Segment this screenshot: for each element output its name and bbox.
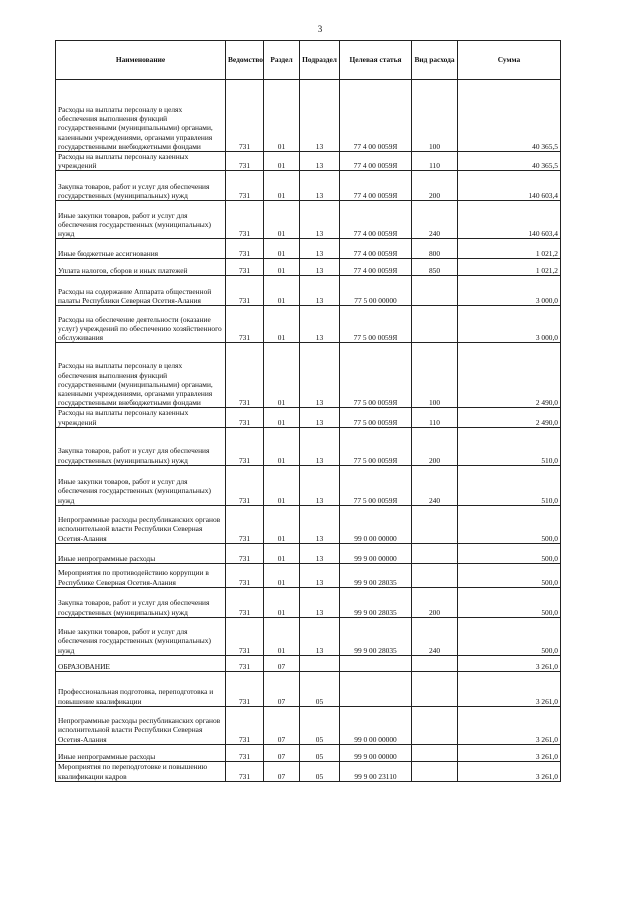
cell-sum: 2 490,0 xyxy=(458,408,561,427)
cell-podr: 05 xyxy=(300,744,340,761)
cell-name: Расходы на выплаты персоналу казенных учреждений xyxy=(56,152,226,171)
cell-podr: 13 xyxy=(300,505,340,543)
cell-ved: 731 xyxy=(226,617,264,655)
cell-vid: 200 xyxy=(412,427,458,465)
cell-sum: 500,0 xyxy=(458,617,561,655)
header-vid: Вид расхода xyxy=(412,41,458,80)
cell-razd: 01 xyxy=(264,343,300,408)
cell-podr: 13 xyxy=(300,152,340,171)
cell-cel: 99 9 00 28035 xyxy=(340,587,412,617)
cell-razd: 01 xyxy=(264,563,300,587)
cell-sum: 3 000,0 xyxy=(458,276,561,306)
cell-name: Мероприятия по противодействию коррупции в Республике Северная Осетия-Алания xyxy=(56,563,226,587)
cell-vid xyxy=(412,563,458,587)
cell-name: Расходы на выплаты персоналу в целях обеспечения выполнения функций государственными (муниципальными) органами, казенными учреждениями, органами управления государственными внебюджетными фондами xyxy=(56,80,226,152)
cell-razd: 01 xyxy=(264,171,300,201)
cell-sum: 140 603,4 xyxy=(458,171,561,201)
cell-vid: 200 xyxy=(412,587,458,617)
cell-sum: 2 490,0 xyxy=(458,343,561,408)
budget-table xyxy=(55,40,561,782)
cell-sum: 3 000,0 xyxy=(458,306,561,343)
cell-podr: 13 xyxy=(300,259,340,276)
header-ved: Ведомство xyxy=(226,41,264,80)
cell-cel: 99 9 00 00000 xyxy=(340,543,412,563)
cell-ved: 731 xyxy=(226,171,264,201)
cell-razd: 01 xyxy=(264,201,300,239)
cell-cel: 77 4 00 0059Я xyxy=(340,239,412,259)
cell-cel: 99 9 00 23110 xyxy=(340,761,412,781)
cell-cel: 77 4 00 0059Я xyxy=(340,201,412,239)
table-row xyxy=(56,505,561,543)
cell-ved: 731 xyxy=(226,543,264,563)
cell-razd: 01 xyxy=(264,80,300,152)
cell-sum: 500,0 xyxy=(458,543,561,563)
cell-sum: 3 261,0 xyxy=(458,706,561,744)
cell-ved: 731 xyxy=(226,259,264,276)
cell-ved: 731 xyxy=(226,655,264,671)
cell-cel: 99 0 00 00000 xyxy=(340,706,412,744)
cell-ved: 731 xyxy=(226,671,264,706)
table-row xyxy=(56,617,561,655)
cell-razd: 01 xyxy=(264,152,300,171)
cell-cel: 77 5 00 00000 xyxy=(340,276,412,306)
cell-ved: 731 xyxy=(226,152,264,171)
header-sum: Сумма xyxy=(458,41,561,80)
cell-sum: 140 603,4 xyxy=(458,201,561,239)
cell-sum: 40 365,5 xyxy=(458,152,561,171)
cell-name: ОБРАЗОВАНИЕ xyxy=(56,655,226,671)
cell-vid: 100 xyxy=(412,343,458,408)
cell-podr: 13 xyxy=(300,617,340,655)
cell-name: Непрограммные расходы республиканских органов исполнительной власти Республики Северная Осетия-Алания xyxy=(56,706,226,744)
table-row xyxy=(56,306,561,343)
cell-name: Закупка товаров, работ и услуг для обеспечения государственных (муниципальных) нужд xyxy=(56,171,226,201)
cell-ved: 731 xyxy=(226,465,264,505)
table-row xyxy=(56,543,561,563)
cell-razd: 01 xyxy=(264,505,300,543)
cell-name: Иные закупки товаров, работ и услуг для обеспечения государственных (муниципальных) нужд xyxy=(56,465,226,505)
header-cel: Целевая статья xyxy=(340,41,412,80)
header-podr: Подраздел xyxy=(300,41,340,80)
cell-sum: 500,0 xyxy=(458,563,561,587)
table-header-row xyxy=(56,41,561,80)
cell-ved: 731 xyxy=(226,706,264,744)
cell-vid: 850 xyxy=(412,259,458,276)
cell-podr: 13 xyxy=(300,171,340,201)
cell-name: Непрограммные расходы республиканских органов исполнительной власти Республики Северная Осетия-Алания xyxy=(56,505,226,543)
cell-razd: 01 xyxy=(264,408,300,427)
cell-name: Закупка товаров, работ и услуг для обеспечения государственных (муниципальных) нужд xyxy=(56,427,226,465)
cell-cel xyxy=(340,655,412,671)
cell-podr: 13 xyxy=(300,343,340,408)
table-row xyxy=(56,587,561,617)
cell-vid: 110 xyxy=(412,152,458,171)
cell-name: Закупка товаров, работ и услуг для обеспечения государственных (муниципальных) нужд xyxy=(56,587,226,617)
cell-ved: 731 xyxy=(226,306,264,343)
table-row xyxy=(56,171,561,201)
cell-sum: 3 261,0 xyxy=(458,744,561,761)
cell-podr: 13 xyxy=(300,306,340,343)
cell-ved: 731 xyxy=(226,761,264,781)
cell-vid: 110 xyxy=(412,408,458,427)
cell-name: Иные бюджетные ассигнования xyxy=(56,239,226,259)
cell-razd: 07 xyxy=(264,761,300,781)
header-name: Наименование xyxy=(56,41,226,80)
cell-vid: 240 xyxy=(412,201,458,239)
cell-ved: 731 xyxy=(226,563,264,587)
cell-name: Иные закупки товаров, работ и услуг для обеспечения государственных (муниципальных) нужд xyxy=(56,201,226,239)
cell-cel: 77 5 00 0059Я xyxy=(340,408,412,427)
cell-name: Иные закупки товаров, работ и услуг для обеспечения государственных (муниципальных) нужд xyxy=(56,617,226,655)
cell-ved: 731 xyxy=(226,276,264,306)
table-row xyxy=(56,744,561,761)
cell-razd: 01 xyxy=(264,543,300,563)
cell-cel xyxy=(340,671,412,706)
cell-sum: 500,0 xyxy=(458,505,561,543)
cell-sum: 1 021,2 xyxy=(458,259,561,276)
cell-podr: 13 xyxy=(300,587,340,617)
table-row xyxy=(56,343,561,408)
cell-sum: 3 261,0 xyxy=(458,671,561,706)
cell-podr: 13 xyxy=(300,427,340,465)
cell-cel: 77 5 00 0059Я xyxy=(340,343,412,408)
cell-sum: 3 261,0 xyxy=(458,761,561,781)
cell-ved: 731 xyxy=(226,80,264,152)
cell-razd: 01 xyxy=(264,587,300,617)
cell-vid xyxy=(412,761,458,781)
cell-vid xyxy=(412,655,458,671)
cell-ved: 731 xyxy=(226,201,264,239)
cell-vid xyxy=(412,276,458,306)
cell-ved: 731 xyxy=(226,408,264,427)
cell-name: Расходы на выплаты персоналу в целях обеспечения выполнения функций государственными (муниципальными) органами, казенными учреждениями, органами управления государственными внебюджетными фондами xyxy=(56,343,226,408)
cell-sum: 40 365,5 xyxy=(458,80,561,152)
cell-podr: 13 xyxy=(300,239,340,259)
cell-razd: 01 xyxy=(264,276,300,306)
cell-name: Иные непрограммные расходы xyxy=(56,543,226,563)
cell-sum: 3 261,0 xyxy=(458,655,561,671)
cell-podr: 13 xyxy=(300,563,340,587)
cell-vid: 800 xyxy=(412,239,458,259)
cell-name: Расходы на содержание Аппарата общественной палаты Республики Северная Осетия-Алания xyxy=(56,276,226,306)
table-row xyxy=(56,655,561,671)
cell-name: Иные непрограммные расходы xyxy=(56,744,226,761)
cell-podr: 13 xyxy=(300,80,340,152)
cell-vid xyxy=(412,306,458,343)
cell-ved: 731 xyxy=(226,239,264,259)
cell-razd: 07 xyxy=(264,655,300,671)
cell-razd: 01 xyxy=(264,239,300,259)
table-row xyxy=(56,563,561,587)
cell-sum: 510,0 xyxy=(458,465,561,505)
cell-podr: 13 xyxy=(300,543,340,563)
cell-podr: 05 xyxy=(300,671,340,706)
cell-name: Расходы на выплаты персоналу казенных учреждений xyxy=(56,408,226,427)
cell-podr: 13 xyxy=(300,201,340,239)
cell-podr: 13 xyxy=(300,276,340,306)
cell-razd: 07 xyxy=(264,706,300,744)
cell-podr: 13 xyxy=(300,465,340,505)
table-row xyxy=(56,408,561,427)
cell-razd: 07 xyxy=(264,744,300,761)
cell-podr: 05 xyxy=(300,706,340,744)
cell-cel: 77 4 00 0059Я xyxy=(340,259,412,276)
cell-razd: 01 xyxy=(264,465,300,505)
table-row xyxy=(56,465,561,505)
cell-vid xyxy=(412,505,458,543)
cell-ved: 731 xyxy=(226,505,264,543)
table-row xyxy=(56,761,561,781)
cell-sum: 510,0 xyxy=(458,427,561,465)
cell-cel: 77 5 00 0059Я xyxy=(340,427,412,465)
table-row xyxy=(56,706,561,744)
header-razd: Раздел xyxy=(264,41,300,80)
cell-name: Расходы на обеспечение деятельности (оказание услуг) учреждений по обеспечению хозяйственного обслуживания xyxy=(56,306,226,343)
cell-sum: 500,0 xyxy=(458,587,561,617)
cell-podr xyxy=(300,655,340,671)
table-row xyxy=(56,80,561,152)
table-row xyxy=(56,239,561,259)
cell-ved: 731 xyxy=(226,427,264,465)
cell-razd: 01 xyxy=(264,259,300,276)
cell-razd: 01 xyxy=(264,306,300,343)
cell-cel: 77 4 00 0059Я xyxy=(340,152,412,171)
table-row xyxy=(56,152,561,171)
cell-cel: 99 9 00 00000 xyxy=(340,744,412,761)
cell-ved: 731 xyxy=(226,744,264,761)
cell-cel: 77 4 00 0059Я xyxy=(340,171,412,201)
cell-ved: 731 xyxy=(226,587,264,617)
table-row xyxy=(56,259,561,276)
cell-vid xyxy=(412,744,458,761)
table-row xyxy=(56,276,561,306)
cell-vid: 200 xyxy=(412,171,458,201)
cell-razd: 01 xyxy=(264,617,300,655)
cell-razd: 07 xyxy=(264,671,300,706)
cell-cel: 77 5 00 0059Я xyxy=(340,465,412,505)
table-row xyxy=(56,671,561,706)
cell-sum: 1 021,2 xyxy=(458,239,561,259)
cell-cel: 99 0 00 00000 xyxy=(340,505,412,543)
cell-cel: 77 4 00 0059Я xyxy=(340,80,412,152)
cell-vid: 240 xyxy=(412,465,458,505)
cell-vid: 100 xyxy=(412,80,458,152)
cell-ved: 731 xyxy=(226,343,264,408)
cell-vid: 240 xyxy=(412,617,458,655)
cell-cel: 99 9 00 28035 xyxy=(340,563,412,587)
table-row xyxy=(56,427,561,465)
cell-podr: 05 xyxy=(300,761,340,781)
cell-name: Профессиональная подготовка, переподготовка и повышение квалификации xyxy=(56,671,226,706)
table-row xyxy=(56,201,561,239)
cell-vid xyxy=(412,706,458,744)
cell-cel: 77 5 00 0059Я xyxy=(340,306,412,343)
cell-cel: 99 9 00 28035 xyxy=(340,617,412,655)
cell-name: Уплата налогов, сборов и иных платежей xyxy=(56,259,226,276)
cell-vid xyxy=(412,543,458,563)
cell-vid xyxy=(412,671,458,706)
cell-name: Мероприятия по переподготовке и повышению квалификации кадров xyxy=(56,761,226,781)
cell-podr: 13 xyxy=(300,408,340,427)
cell-razd: 01 xyxy=(264,427,300,465)
page-number: 3 xyxy=(317,24,323,34)
